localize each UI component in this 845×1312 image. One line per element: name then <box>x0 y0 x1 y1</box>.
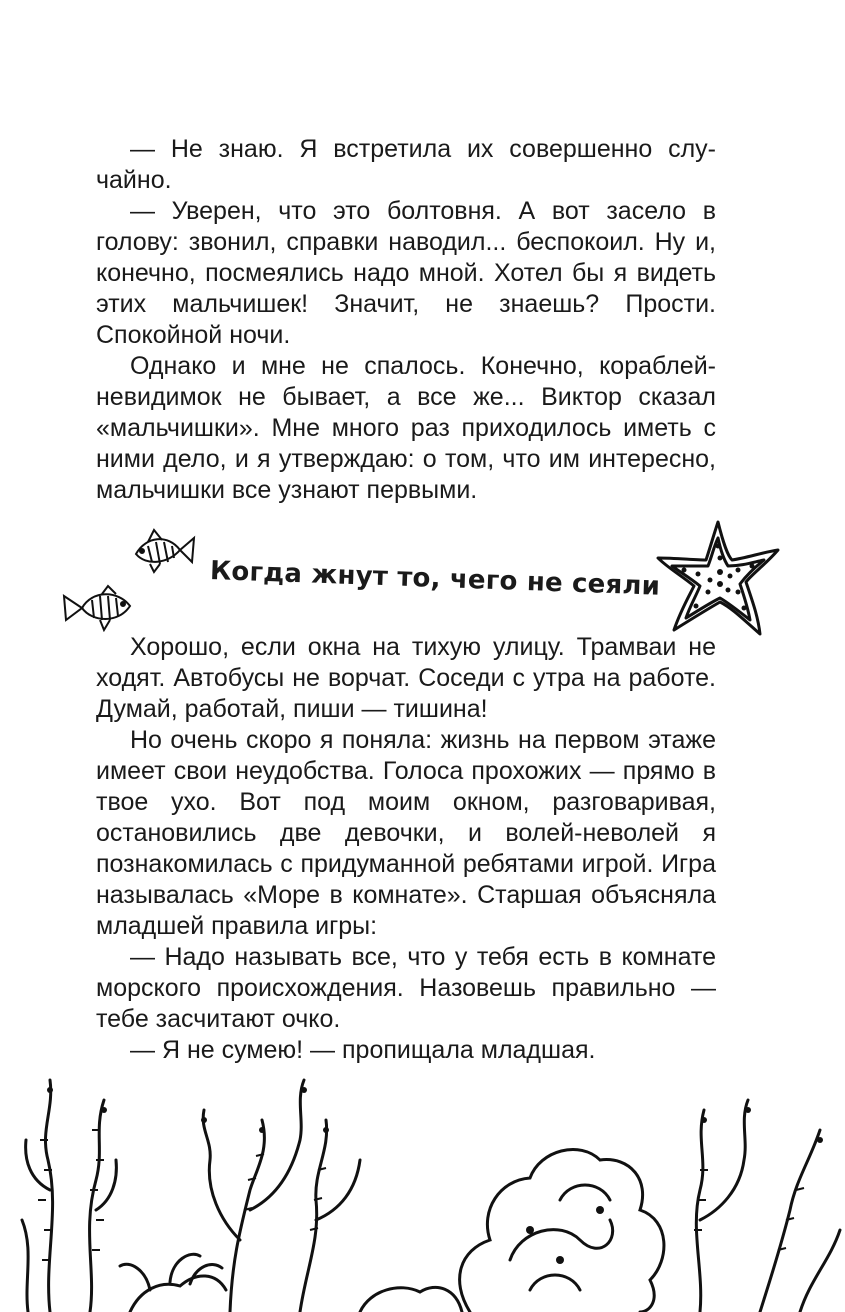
text-block-bottom <box>96 632 716 1066</box>
paragraph: — Уверен, что это болтовня. А вот засело в голову: звонил, справки наводил... беспокоил. Ну и, конечно, посмеялись надо мной. Хотел бы я видеть этих мальчишек! Значит, не знаешь? Прости. Спокойной ночи. <box>96 197 716 349</box>
paragraph: — Не знаю. Я встретила их совершенно случайно. <box>96 135 716 194</box>
starfish-icon <box>654 516 782 640</box>
text-block-top <box>96 134 716 506</box>
paragraph: — Надо называть все, что у тебя есть в комнате морского происхождения. Назовешь правильно — тебе засчитают очко. <box>96 943 716 1033</box>
coral-reef-illustration <box>0 1060 845 1312</box>
fish-icon <box>58 584 136 632</box>
chapter-title: Когда жнут то, чего не сеяли <box>209 556 661 602</box>
paragraph: Но очень скоро я поняла: жизнь на первом этаже имеет свои неудобства. Голоса прохожих — прямо в твое ухо. Вот под моим окном, разговаривая, остановились две девочки, и волей-неволей я познакомилась с придуманной ребятами игрой. Игра называлась «Море в комнате». Старшая объясняла младшей правила игры: <box>96 726 716 940</box>
paragraph: Однако и мне не спалось. Конечно, кораблей-невидимок не бывает, а все же... Виктор сказал «мальчишки». Мне много раз приходилось иметь с ними дело, и я утверждаю: о том, что им интересно, мальчишки все узнают первыми. <box>96 352 716 504</box>
paragraph: — Я не сумею! — пропищала младшая. <box>130 1036 596 1064</box>
fish-icon <box>128 524 198 574</box>
paragraph: Хорошо, если окна на тихую улицу. Трамваи не ходят. Автобусы не ворчат. Соседи с утра на работе. Думай, работай, пиши — тишина! <box>96 633 716 723</box>
